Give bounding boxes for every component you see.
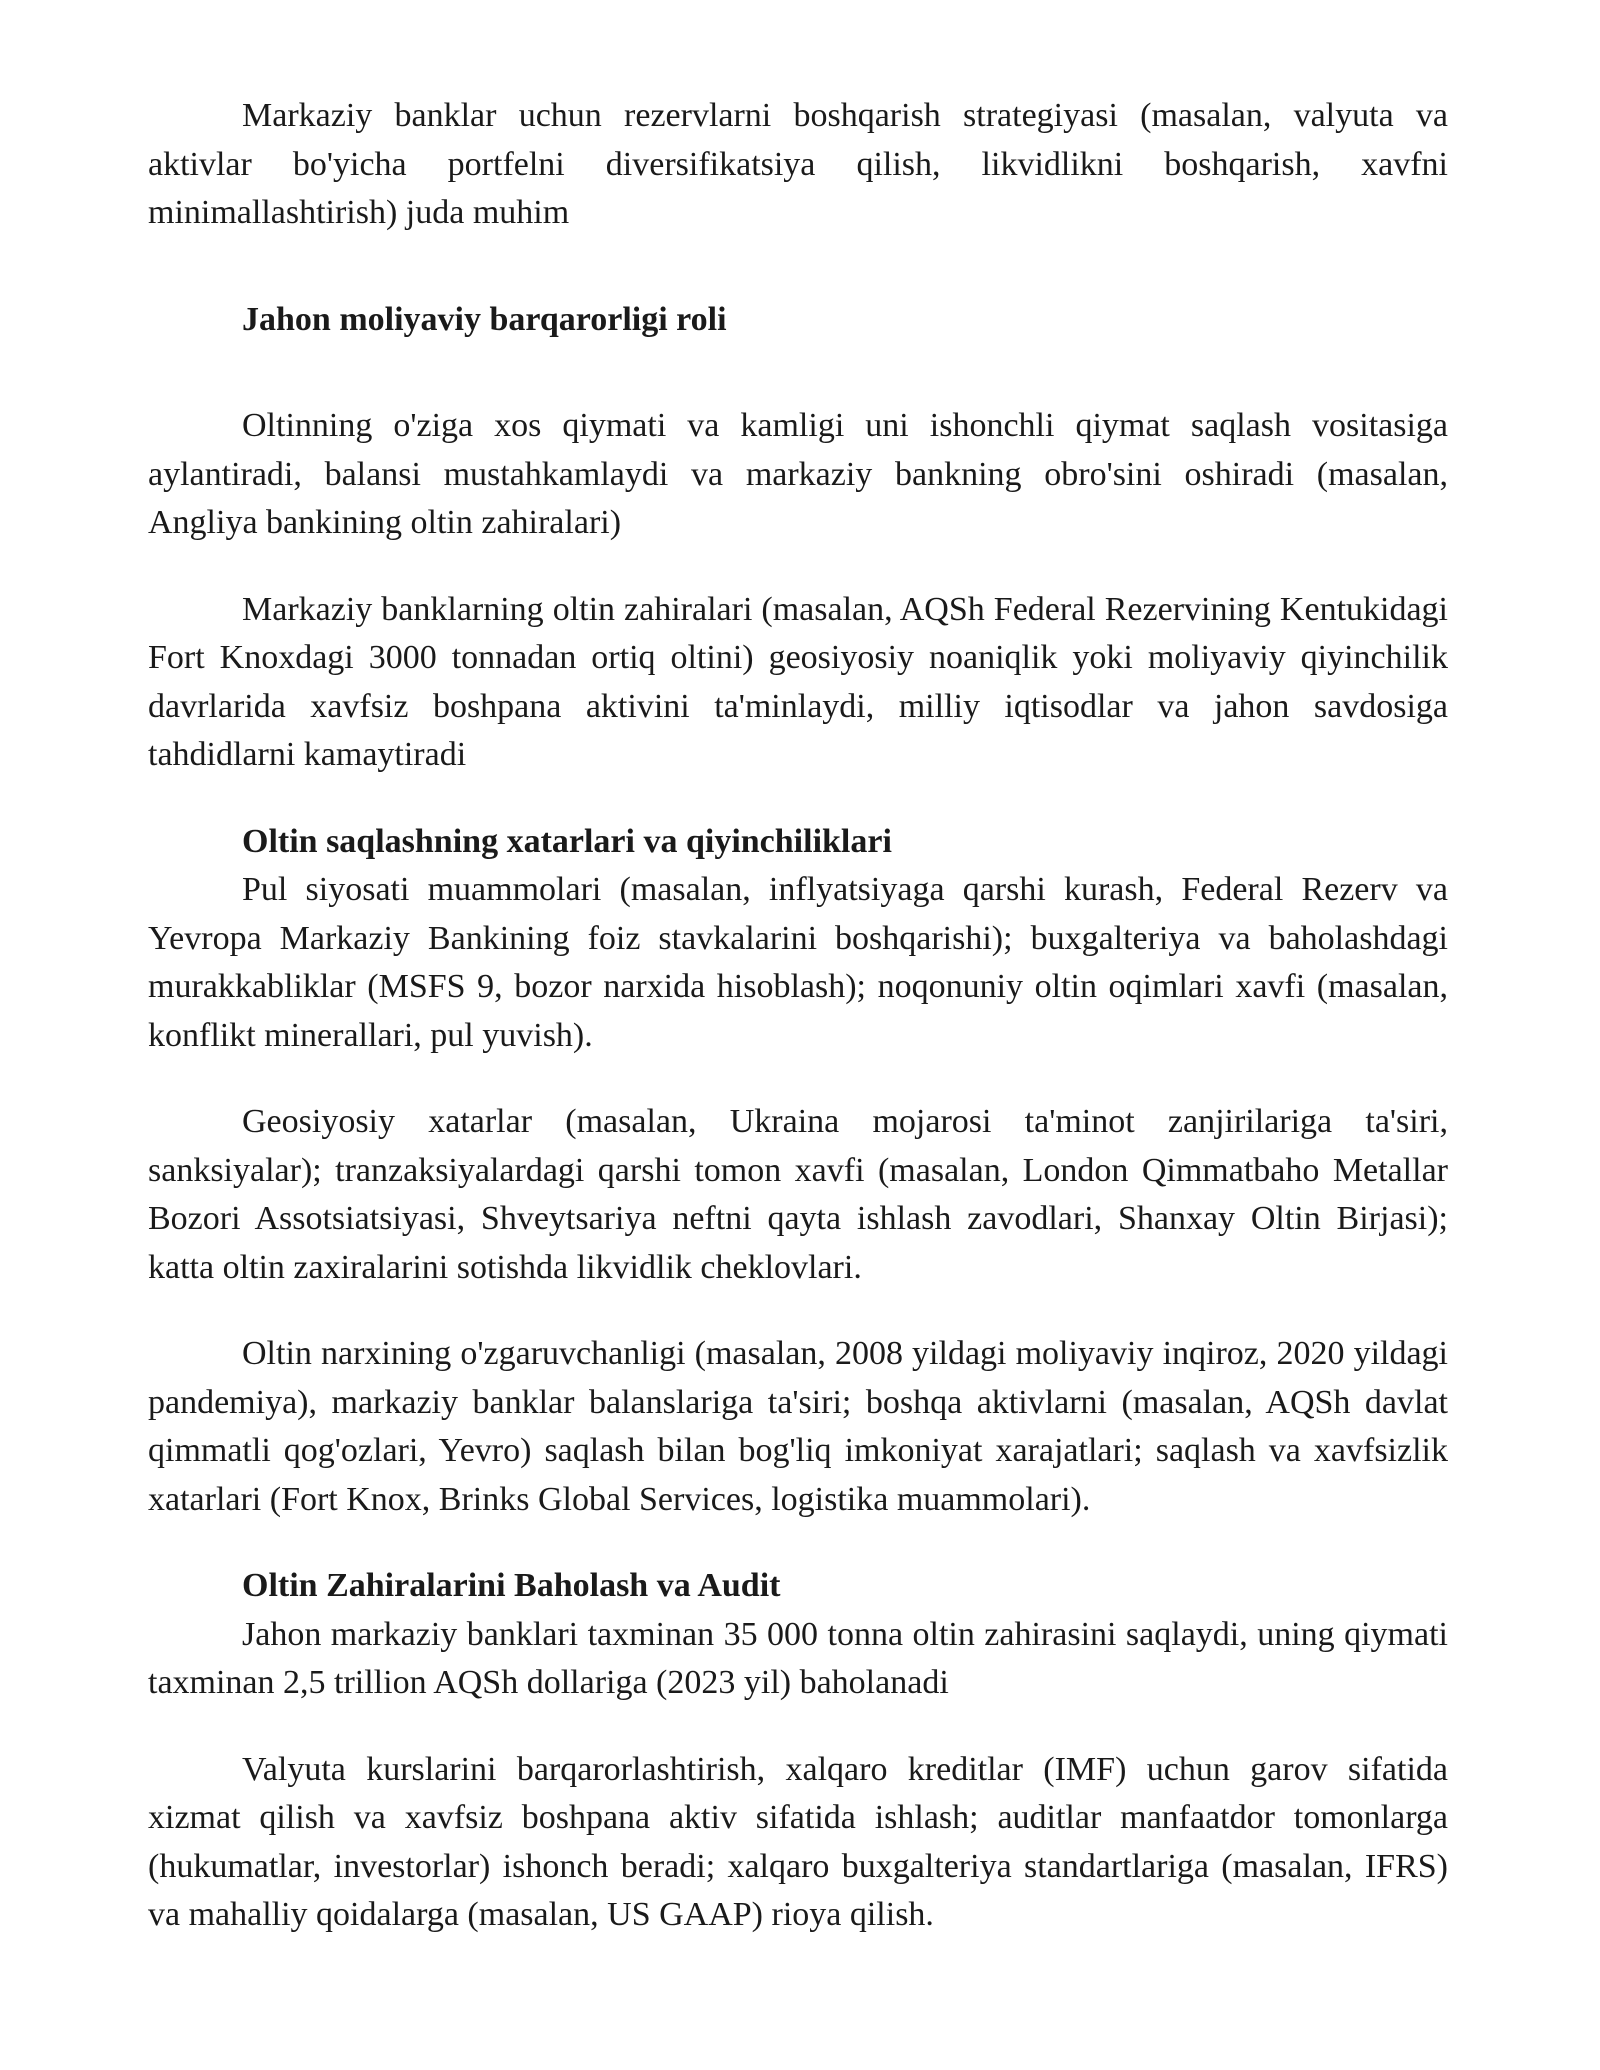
paragraph-monetary-policy: Pul siyosati muammolari (masalan, inflyatsiyaga qarshi kurash, Federal Rezerv va Yevropa Markaziy Bankining foiz stavkalarini boshqarishi); buxgalteriya va baholashdagi murakkabliklar (MSFS 9, bozor narxida hisoblash); noqonuniy oltin oqimlari xavfi (masalan, konflikt minerallari, pul yuvish). [148, 871, 1448, 1054]
paragraph-gold-reserves: Markaziy banklarning oltin zahiralari (masalan, AQSh Federal Rezervining Kentukidagi Fort Knoxdagi 3000 tonnadan ortiq oltini) geosiyosiy noaniqlik yoki moliyaviy qiyinchilik davrlarida xavfsiz boshpana aktivini ta'minlaydi, milliy iqtisodlar va jahon savdosiga tahdidlarni kamaytiradi [148, 590, 1448, 773]
heading-valuation-audit: Oltin Zahiralarini Baholash va Audit [242, 1567, 781, 1604]
heading-global-stability: Jahon moliyaviy barqarorligi roli [242, 300, 727, 338]
paragraph-geopolitical-risks: Geosiyosiy xatarlar (masalan, Ukraina mojarosi ta'minot zanjirilariga ta'siri, sanksiyalar); tranzaksiyalardagi qarshi tomon xavfi (masalan, London Qimmatbaho Metallar Bozori Assotsiatsiyasi, Shveytsariya neftni qayta ishlash zavodlari, Shanxay Oltin Birjasi); katta oltin zaxiralarini sotishda likvidlik cheklovlari. [148, 1103, 1448, 1286]
paragraph-gold-value: Oltinning o'ziga xos qiymati va kamligi uni ishonchli qiymat saqlash vositasiga aylantiradi, balansi mustahkamlaydi va markaziy bankning obro'sini oshiradi (masalan, Angliya bankining oltin zahiralari) [148, 407, 1448, 541]
paragraph-currency-stabilization: Valyuta kurslarini barqarorlashtirish, xalqaro kreditlar (IMF) uchun garov sifatida xizmat qilish va xavfsiz boshpana aktiv sifatida ishlash; auditlar manfaatdor tomonlarga (hukumatlar, investorlar) ishonch beradi; xalqaro buxgalteriya standartlariga (masalan, IFRS) va mahalliy qoidalarga (masalan, US GAAP) rioya qilish. [148, 1750, 1448, 1933]
paragraph-world-reserves: Jahon markaziy banklari taxminan 35 000 tonna oltin zahirasini saqlaydi, uning qiymati taxminan 2,5 trillion AQSh dollariga (2023 yil) baholanadi [148, 1615, 1448, 1701]
paragraph-price-volatility: Oltin narxining o'zgaruvchanligi (masalan, 2008 yildagi moliyaviy inqiroz, 2020 yildagi pandemiya), markaziy banklar balanslariga ta'siri; boshqa aktivlarni (masalan, AQSh davlat qimmatli qog'ozlari, Yevro) saqlash bilan bog'liq imkoniyat xarajatlari; saqlash va xavfsizlik xatarlari (Fort Knox, Brinks Global Services, logistika muammolari). [148, 1335, 1448, 1518]
document-page [148, 92, 1448, 1940]
heading-risks-challenges: Oltin saqlashning xatarlari va qiyinchiliklari [242, 822, 892, 860]
paragraph-reserve-strategy: Markaziy banklar uchun rezervlarni boshqarish strategiyasi (masalan, valyuta va aktivlar bo'yicha portfelni diversifikatsiya qilish, likvidlikni boshqarish, xavfni minimallashtirish) juda muhim [148, 97, 1448, 231]
